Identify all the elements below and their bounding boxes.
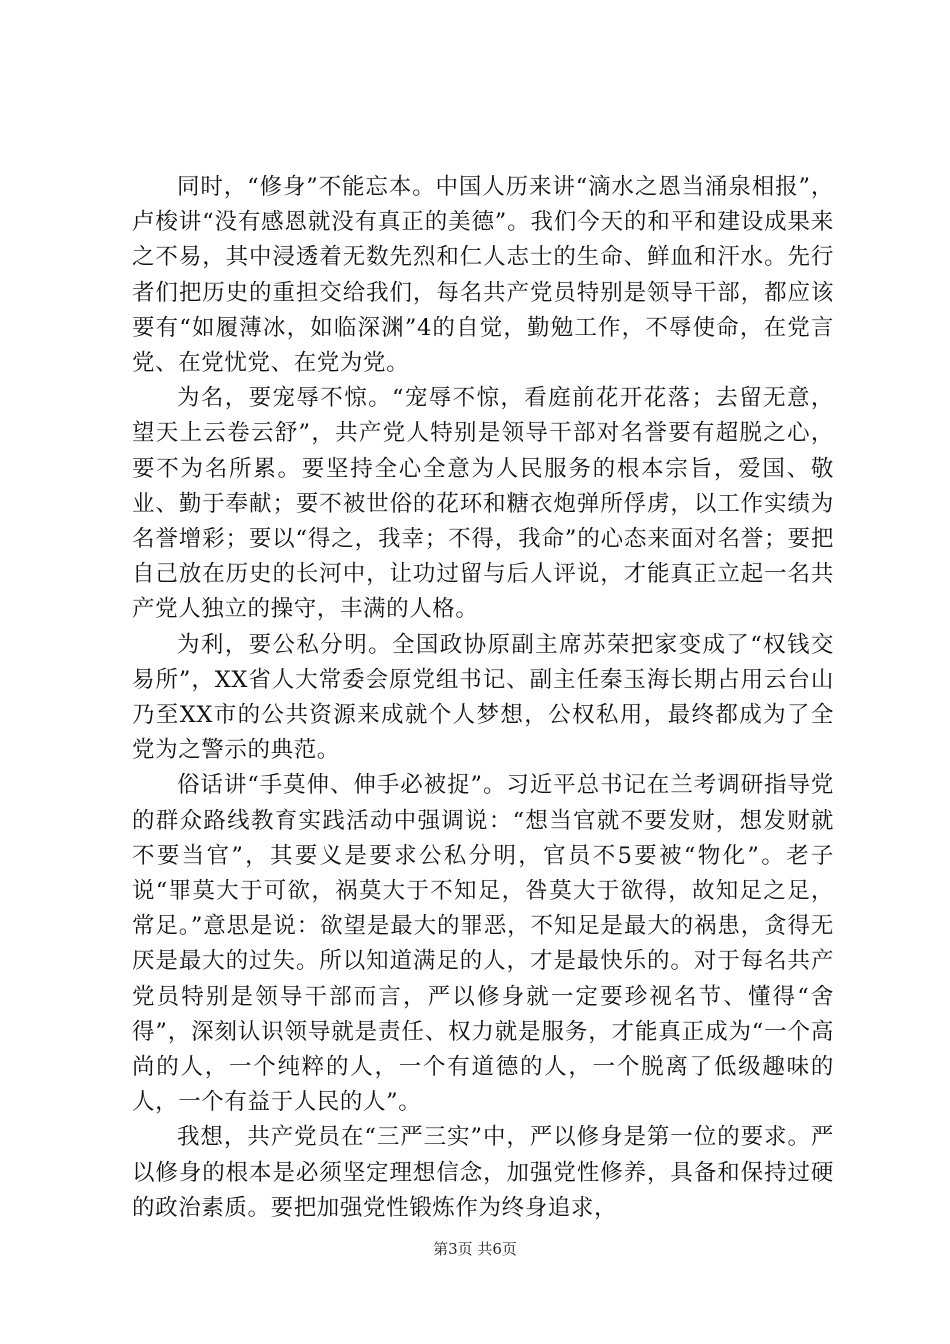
paragraph-proverb: 俗话讲“手莫伸、伸手必被捉”。习近平总书记在兰考调研指导党的群众路线教育实践活动中强调说：“想当官就不要发财，想发财就不要当官”，其要义是要求公私分明，官员不5要被“物化”。老子说“罪莫大于可欲，祸莫大于不知足，咎莫大于欲得，故知足之足，常足。”意思是说：欲望是最大的罪恶，不知足是最大的祸患，贪得无厌是最大的过失。所以知道满足的人，才是最快乐的。对于每名共产党员特别是领导干部而言，严以修身就一定要珍视名节、懂得“舍得”，深刻认识领导就是责任、权力就是服务，才能真正成为“一个高尚的人，一个纯粹的人，一个有道德的人，一个脱离了低级趣味的人，一个有益于人民的人”。	[132, 772, 834, 1116]
paragraph-conclusion: 我想，共产党员在“三严三实”中，严以修身是第一位的要求。严以修身的根本是必须坚定理想信念，加强党性修养，具备和保持过硬的政治素质。要把加强党性锻炼作为终身追求，	[132, 1124, 834, 1221]
page-number-footer: 第3页 共6页	[433, 1240, 517, 1258]
document-body	[132, 170, 834, 1226]
paragraph-profit: 为利，要公私分明。全国政协原副主席苏荣把家变成了“权钱交易所”，XX省人大常委会原党组书记、副主任秦玉海长期占用云台山乃至XX市的公共资源来成就个人梦想，公权私用，最终都成为了全党为之警示的典范。	[132, 631, 834, 764]
paragraph-fame: 为名，要宠辱不惊。“宠辱不惊，看庭前花开花落；去留无意，望天上云卷云舒”，共产党人特别是领导干部对名誉要有超脱之心，要不为名所累。要坚持全心全意为人民服务的根本宗旨，爱国、敬业、勤于奉献；要不被世俗的花环和糖衣炮弹所俘虏，以工作实绩为名誉增彩；要以“得之，我幸；不得，我命”的心态来面对名誉；要把自己放在历史的长河中，让功过留与后人评说，才能真正立起一名共产党人独立的操守，丰满的人格。	[132, 385, 834, 623]
paragraph-gratitude: 同时，“修身”不能忘本。中国人历来讲“滴水之恩当涌泉相报”，卢梭讲“没有感恩就没有真正的美德”。我们今天的和平和建设成果来之不易，其中浸透着无数先烈和仁人志士的生命、鲜血和汗水。先行者们把历史的重担交给我们，每名共产党员特别是领导干部，都应该要有“如履薄冰，如临深渊”4的自觉，勤勉工作，不辱使命，在党言党、在党忧党、在党为党。	[132, 174, 834, 377]
